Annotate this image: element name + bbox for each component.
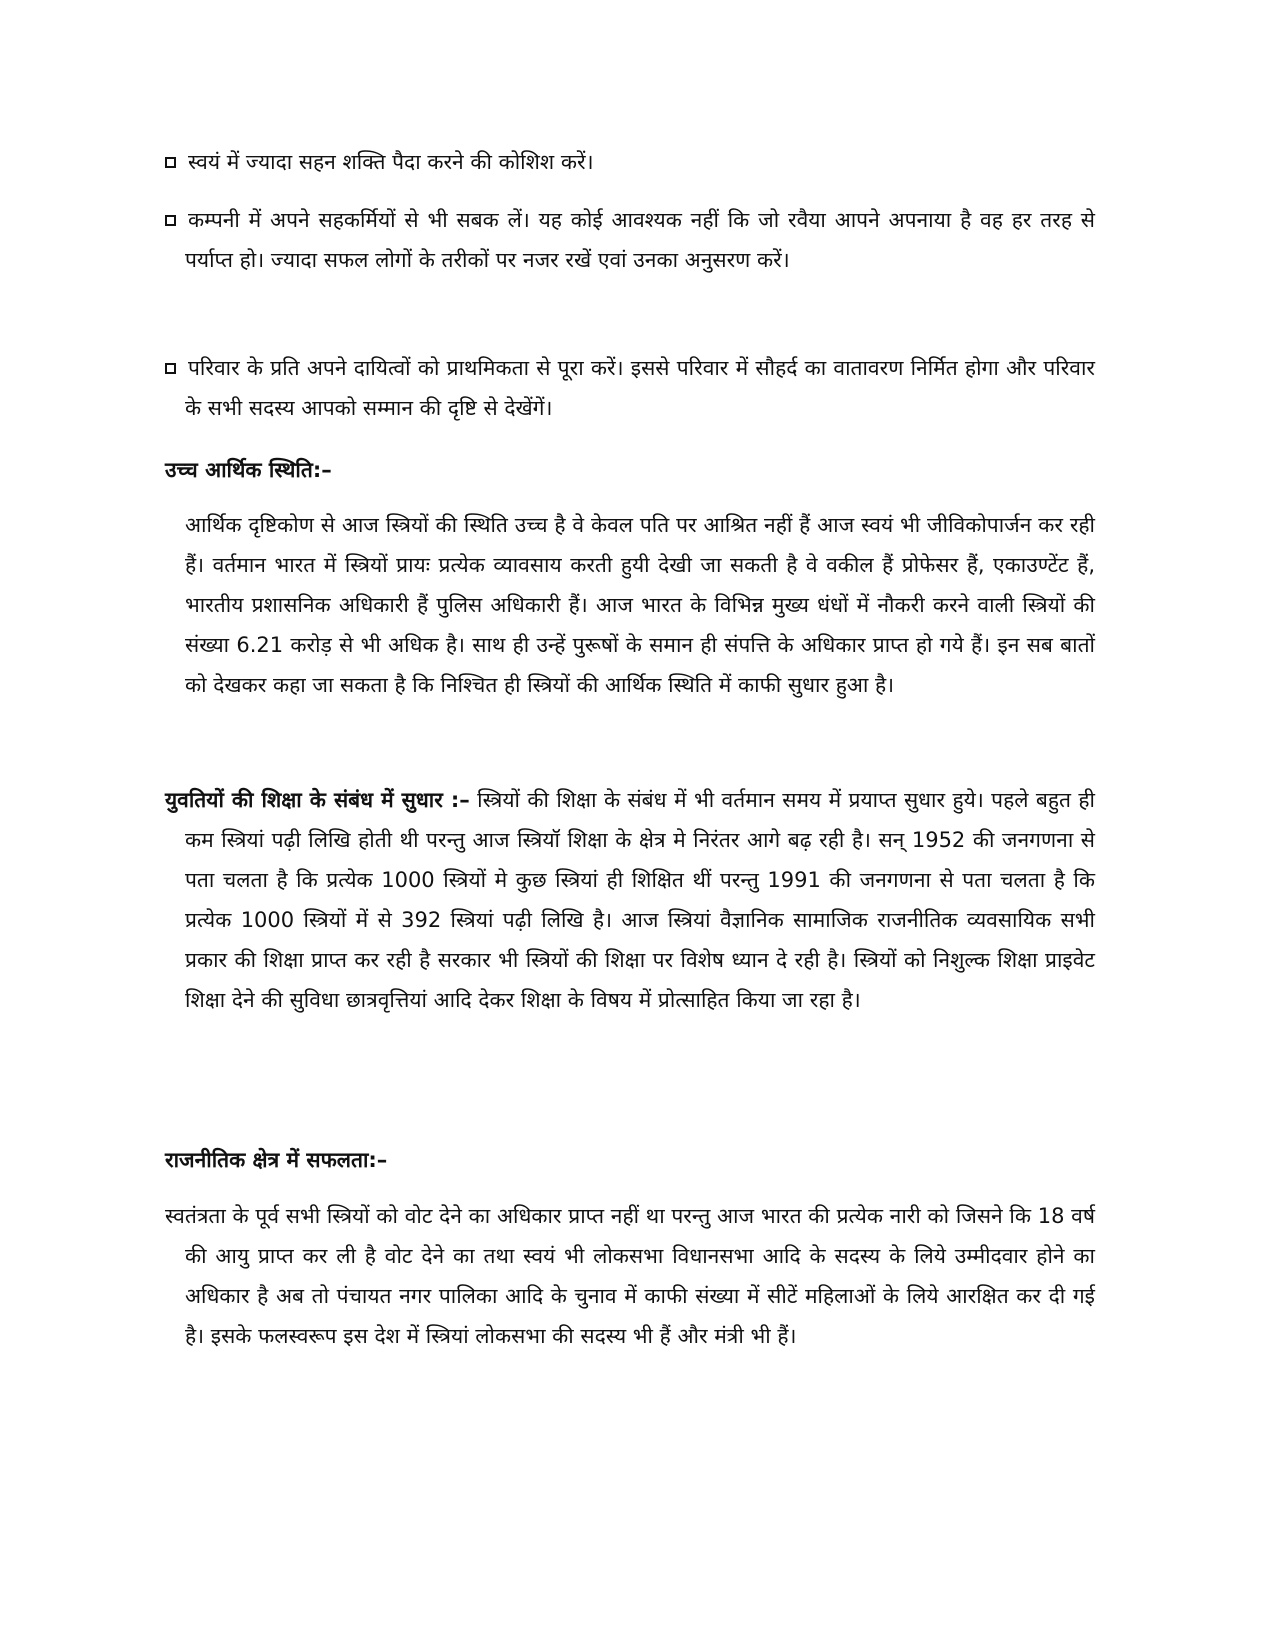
paragraph-political-success: स्वतंत्रता के पूर्व सभी स्त्रियों को वोट देने का अधिकार प्राप्त नहीं था परन्तु आज भारत की प्रत्येक नारी को जिसने कि 18 वर्ष की आयु प्राप्त कर ली है वोट देने का तथा स्वयं भी लोकसभा विधानसभा आदि के सदस्य के लिये उम्मीदवार होने का अधिकार है अब तो पंचायत नगर पालिका आदि के चुनाव में काफी संख्या में सीटें महिलाओं के लिये आरक्षित कर दी गई है। इसके फलस्वरूप इस देश में स्त्रियां लोकसभा की सदस्य भी हैं और मंत्री भी हैं। (165, 1204, 1095, 1348)
bullet-text: कम्पनी में अपने सहकर्मियों से भी सबक लें। यह कोई आवश्यक नहीं कि जो रवैया आपने अपनाया है वह हर तरह से पर्याप्त हो। ज्यादा सफल लोगों के तरीकों पर नजर रखें एवां उनका अनुसरण करें। (185, 208, 1095, 272)
bullet-text: स्वयं में ज्यादा सहन शक्ति पैदा करने की कोशिश करें। (188, 150, 594, 174)
square-bullet-icon (165, 157, 176, 168)
bullet-text: परिवार के प्रति अपने दायित्वों को प्राथमिकता से पूरा करें। इससे परिवार में सौहर्द का वातावरण निर्मित होगा और परिवार के सभी सदस्य आपको सम्मान की दृष्टि से देखेंगें। (185, 356, 1095, 420)
heading-economic-status: उच्च आर्थिक स्थिति:– (165, 458, 332, 482)
paragraph-education-reform (165, 780, 1095, 1020)
square-bullet-icon (165, 363, 176, 374)
heading-political-success: राजनीतिक क्षेत्र में सफलता:– (165, 1148, 388, 1172)
bullet-item-1 (165, 142, 1095, 182)
bullet-item-3 (165, 348, 1095, 428)
education-body: स्त्रियों की शिक्षा के संबंध में भी वर्तमान समय में प्रयाप्त सुधार हुये। पहले बहुत ही कम स्त्रियां पढ़ी लिखि होती थी परन्तु आज स्त्रियॉ शिक्षा के क्षेत्र मे निरंतर आगे बढ़ रही है। सन् 1952 की जनगणना से पता चलता है कि प्रत्येक 1000 स्त्रियों मे कुछ स्त्रियां ही शिक्षित थीं परन्तु 1991 की जनगणना से पता चलता है कि प्रत्येक 1000 स्त्रियों में से 392 स्त्रियां पढ़ी लिखि है। आज स्त्रियां वैज्ञानिक सामाजिक राजनीतिक व्यवसायिक सभी प्रकार की शिक्षा प्राप्त कर रही है सरकार भी स्त्रियों की शिक्षा पर विशेष ध्यान दे रही है। स्त्रियों को निशुल्क शिक्षा प्राइवेट शिक्षा देने की सुविधा छात्रवृत्तियां आदि देकर शिक्षा के विषय में प्रोत्साहित किया जा रहा है। (185, 788, 1095, 1012)
bullet-item-2 (165, 200, 1095, 280)
square-bullet-icon (165, 215, 176, 226)
paragraph-economic-status: आर्थिक दृष्टिकोण से आज स्त्रियों की स्थिति उच्च है वे केवल पति पर आश्रित नहीं हैं आज स्वयं भी जीविकोपार्जन कर रही हैं। वर्तमान भारत में स्त्रियों प्रायः प्रत्येक व्यावसाय करती हुयी देखी जा सकती है वे वकील हैं प्रोफेसर हैं, एकाउण्टेंट हैं, भारतीय प्रशासनिक अधिकारी हैं पुलिस अधिकारी हैं। आज भारत के विभिन्न मुख्य धंधों में नौकरी करने वाली स्त्रियों की संख्या 6.21 करोड़ से भी अधिक है। साथ ही उन्हें पुरूषों के समान ही संपत्ति के अधिकार प्राप्त हो गये हैं। इन सब बातों को देखकर कहा जा सकता है कि निश्चित ही स्त्रियों की आर्थिक स्थिति में काफी सुधार हुआ है। (185, 513, 1095, 697)
heading-education-reform: युवतियों की शिक्षा के संबंध में सुधार :– (165, 788, 470, 812)
